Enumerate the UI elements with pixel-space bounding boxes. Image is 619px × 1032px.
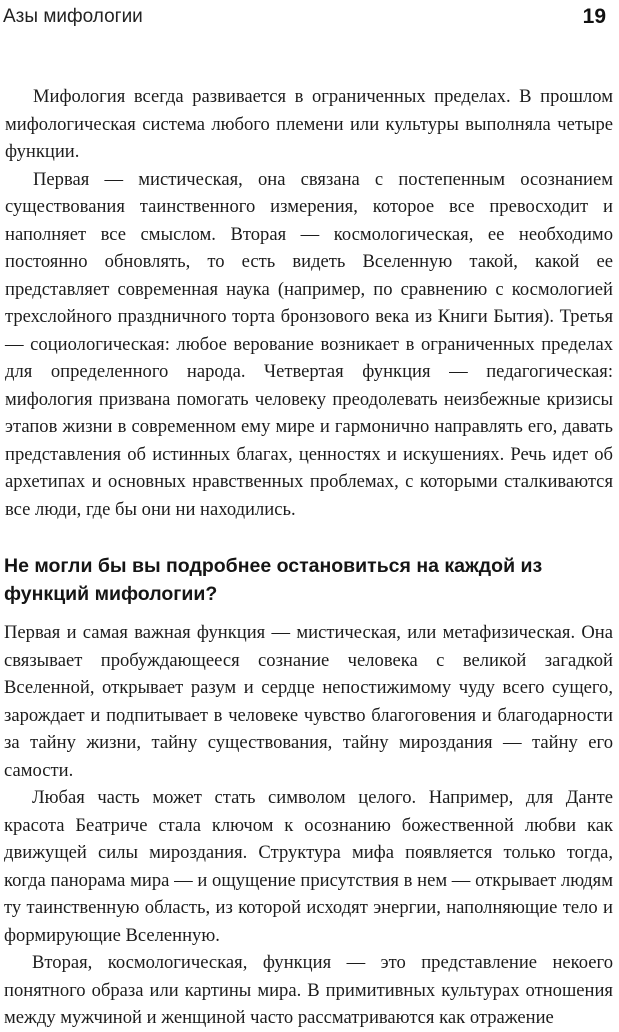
page-number: 19 xyxy=(582,5,606,28)
running-head-title: Азы мифологии xyxy=(3,6,143,27)
intro-text-block xyxy=(5,83,613,523)
paragraph: Первая — мистическая, она связана с постепенным осознанием существования таинственного измерения, которое все превосходит и наполняет все смыслом. Вторая — космологическая, ее необходимо постоянно обновлять, то есть видеть Вселенную такой, какой ее представляет современная наука (например, по сравнению с космологией трехслойного праздничного торта бронзового века из Книги Бытия). Третья — социологическая: любое верование возникает в ограниченных пределах для определенного народа. Четвертая функция — педагогическая: мифология призвана помогать человеку преодолевать неизбежные кризисы этапов жизни в современном ему мире и гармонично направлять его, давать представления об истинных благах, ценностях и искушениях. Речь идет об архетипах и основных нравственных проблемах, с которыми сталкиваются все люди, где бы они ни находились. xyxy=(5,168,613,520)
question-heading: Не могли бы вы подробнее остановиться на каждой из функций мифологии? xyxy=(4,555,543,605)
paragraph: Любая часть может стать символом целого. Например, для Данте красота Беатриче стала ключом к осознанию божественной любви как движущей силы мироздания. Структура мифа появляется только тогда, когда панорама мира — и ощущение присутствия в нем — открывает людям ту таинственную область, из которой исходят энергии, наполняющие тело и формирующие Вселенную. xyxy=(4,787,613,946)
answer-text-block xyxy=(4,619,613,1032)
paragraph: Мифология всегда развивается в ограниченных пределах. В прошлом мифологическая система любого племени или культуры выполняла четыре функции. xyxy=(5,86,613,162)
running-head xyxy=(0,4,612,32)
paragraph: Вторая, космологическая, функция — это представление некоего понятного образа или картины мира. В примитивных культурах отношения между мужчиной и женщиной часто рассматриваются как отражение xyxy=(4,952,613,1028)
paragraph: Первая и самая важная функция — мистическая, или метафизическая. Она связывает пробуждающееся сознание человека с великой загадкой Вселенной, открывает разум и сердце непостижимому чуду всего сущего, зарождает и подпитывает в человеке чувство благоговения и благодарности за тайну жизни, тайну существования, тайну мироздания — тайну его самости. xyxy=(4,622,613,781)
